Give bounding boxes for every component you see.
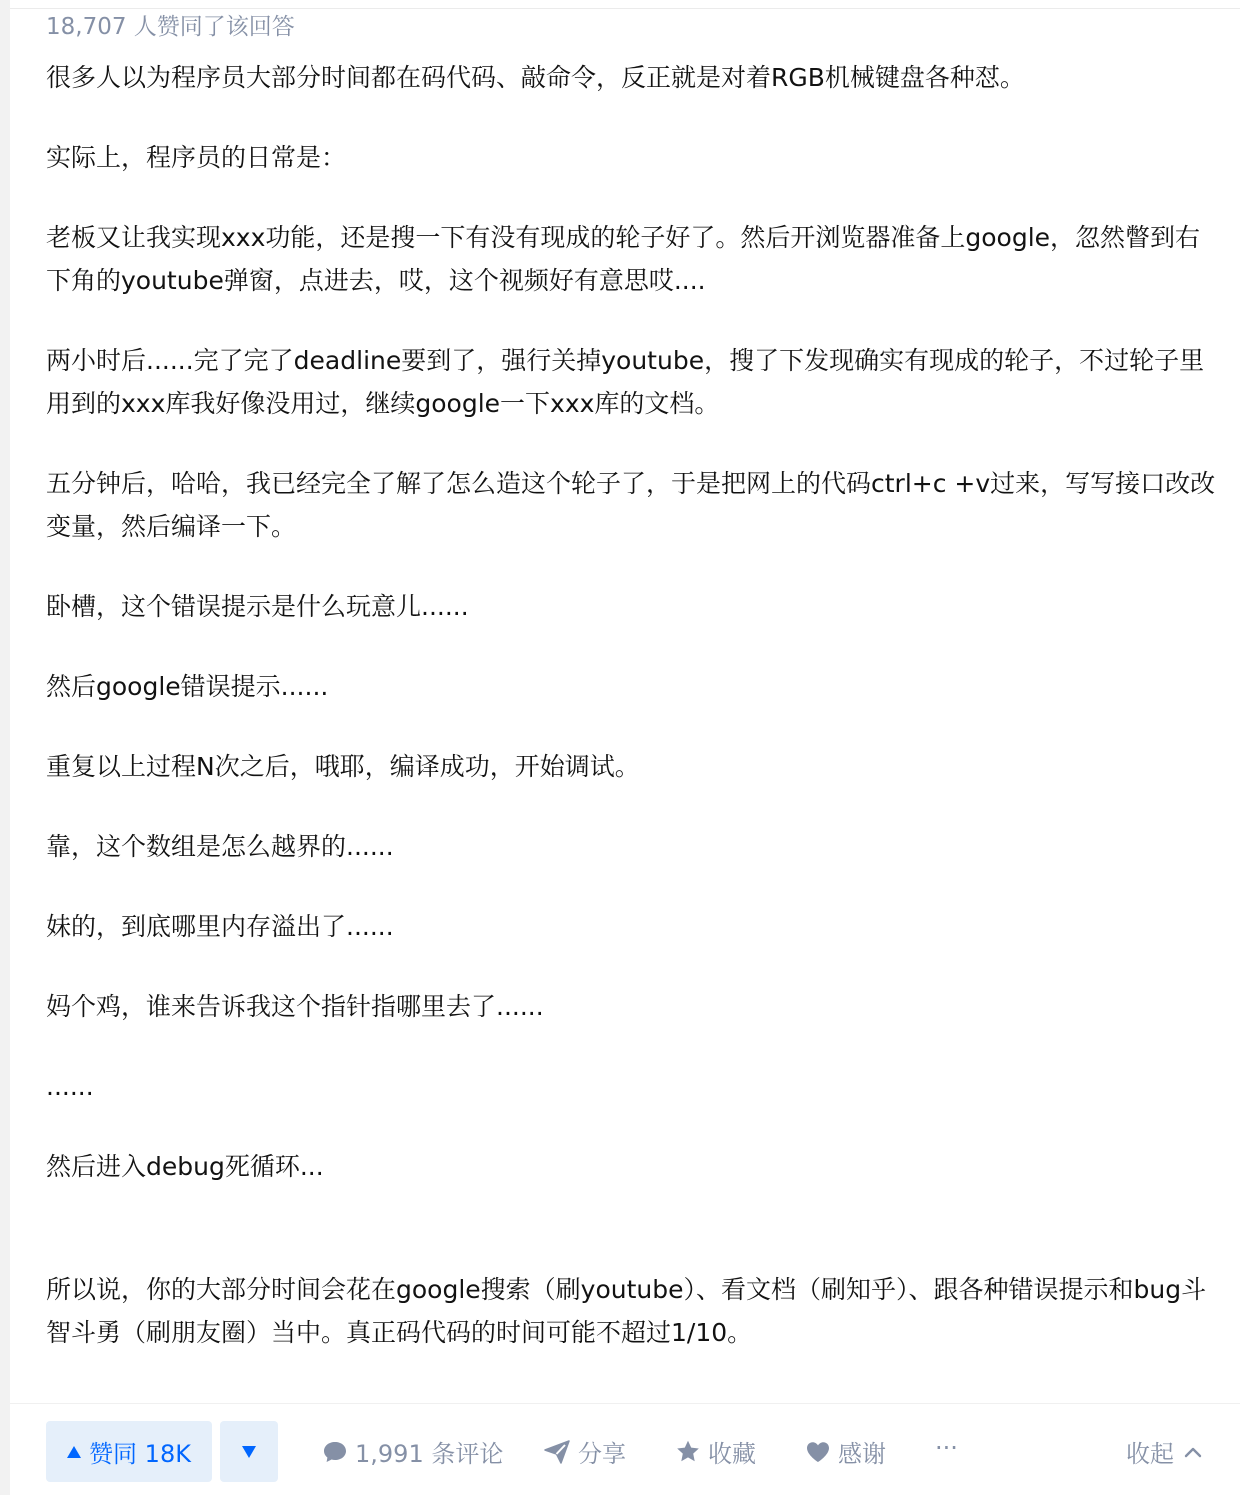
paragraph: 卧槽，这个错误提示是什么玩意儿...... <box>46 592 469 621</box>
favorite-button[interactable] <box>676 1434 756 1469</box>
paragraph: 实际上，程序员的日常是： <box>46 143 347 172</box>
paragraph: 然后google错误提示...... <box>46 672 329 701</box>
paragraph: 靠，这个数组是怎么越界的...... <box>46 832 394 861</box>
divider <box>10 8 1240 9</box>
paragraph: 很多人以为程序员大部分时间都在码代码、敲命令，反正就是对着RGB机械键盘各种怼。 <box>46 63 1025 92</box>
heart-icon <box>806 1441 830 1463</box>
paragraph: 所以说，你的大部分时间会花在google搜索（刷youtube）、看文档（刷知乎）、跟各种错误提示和bug斗智斗勇（刷朋友圈）当中。真正码代码的时间可能不超过1/10。 <box>46 1275 1207 1347</box>
more-label: ··· <box>935 1434 958 1462</box>
paragraph: 妈个鸡，谁来告诉我这个指针指哪里去了...... <box>46 992 544 1021</box>
favorite-label: 收藏 <box>708 1440 756 1468</box>
paper-plane-icon <box>544 1440 570 1464</box>
share-label: 分享 <box>578 1440 626 1468</box>
thanks-label: 感谢 <box>838 1440 886 1468</box>
paragraph: 两小时后......完了完了deadline要到了，强行关掉youtube，搜了下发现确实有现成的轮子，不过轮子里用到的xxx库我好像没用过，继续google一下xxx库的文档。 <box>46 346 1205 418</box>
vote-down-button[interactable] <box>220 1421 278 1482</box>
triangle-up-icon <box>67 1446 81 1458</box>
paragraph: 重复以上过程N次之后，哦耶，编译成功，开始调试。 <box>46 752 640 781</box>
vote-up-button[interactable] <box>46 1421 212 1482</box>
chevron-up-icon <box>1184 1446 1202 1458</box>
thanks-button[interactable] <box>806 1434 886 1469</box>
comments-label: 1,991 条评论 <box>355 1440 504 1468</box>
action-bar <box>10 1403 1240 1495</box>
answer-card <box>10 0 1240 1494</box>
paragraph: 然后进入debug死循环... <box>46 1152 324 1181</box>
paragraph: 老板又让我实现xxx功能，还是搜一下有没有现成的轮子好了。然后开浏览器准备上google，忽然瞥到右下角的youtube弹窗，点进去，哎，这个视频好有意思哎.... <box>46 223 1201 295</box>
comment-bubble-icon <box>323 1441 347 1463</box>
upvote-count-text: 18,707 人赞同了该回答 <box>46 14 295 40</box>
star-icon <box>676 1440 700 1463</box>
paragraph: 五分钟后，哈哈，我已经完全了解了怎么造这个轮子了，于是把网上的代码ctrl+c +v过来，写写接口改改变量，然后编译一下。 <box>46 469 1216 541</box>
more-options-button[interactable] <box>935 1434 958 1462</box>
comments-button[interactable] <box>323 1434 503 1469</box>
triangle-down-icon <box>242 1446 256 1458</box>
answer-content <box>46 56 1216 1354</box>
paragraph: ...... <box>46 1072 94 1101</box>
share-button[interactable] <box>544 1434 626 1469</box>
paragraph: 妹的，到底哪里内存溢出了...... <box>46 912 394 941</box>
collapse-button[interactable] <box>1126 1434 1202 1469</box>
collapse-label: 收起 <box>1126 1440 1174 1468</box>
vote-up-label: 赞同 18K <box>89 1440 191 1468</box>
